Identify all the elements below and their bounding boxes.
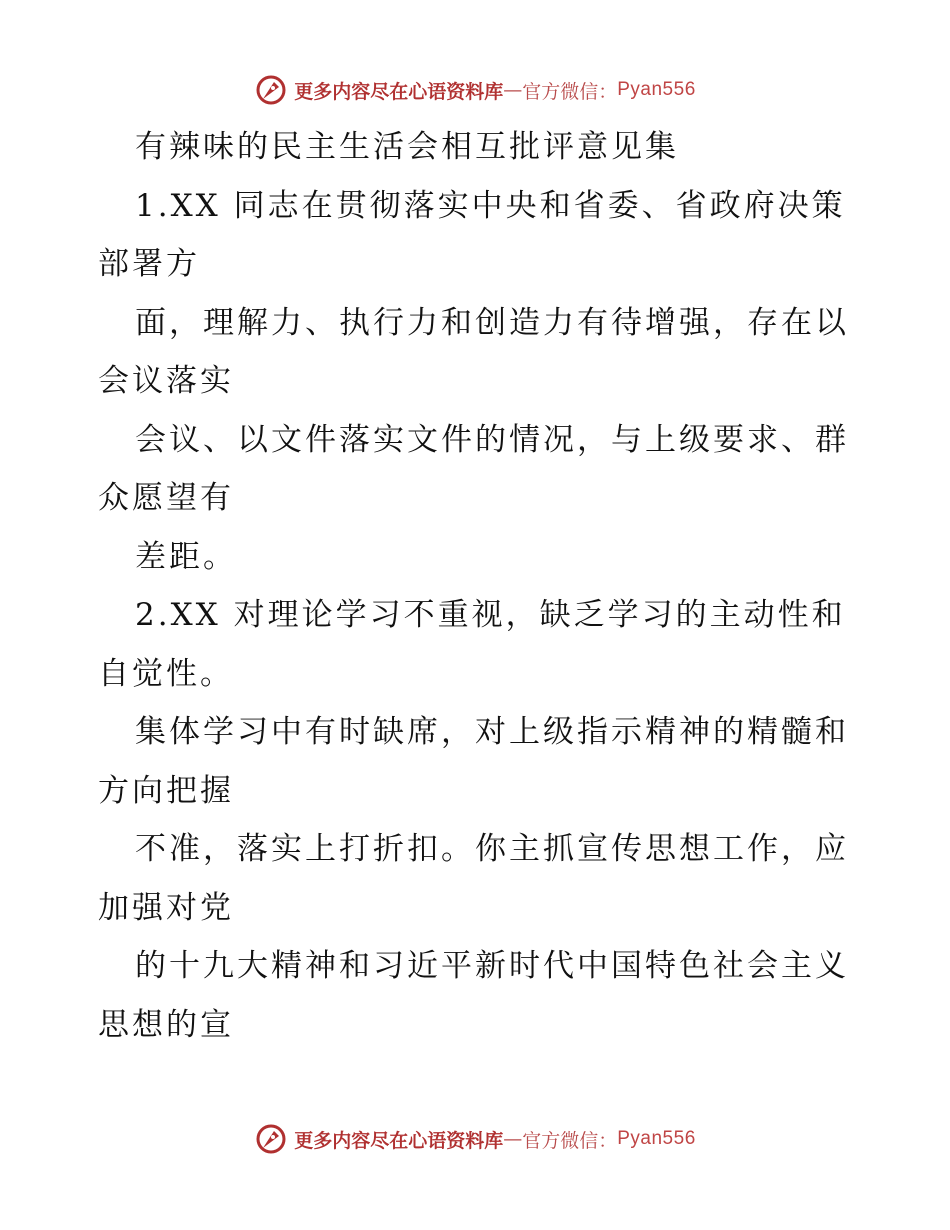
pen-nib-logo-icon [254, 73, 288, 107]
text-line: 1.XX 同志在贯彻落实中央和省委、省政府决策 [135, 187, 846, 224]
footer-banner-dash: — [503, 1128, 523, 1150]
footer-banner [0, 1119, 950, 1159]
header-banner-dash: — [503, 79, 523, 101]
text-line: 众愿望有 [98, 480, 234, 516]
header-banner [0, 70, 950, 110]
text-line: 2.XX 对理论学习不重视，缺乏学习的主动性和 [135, 597, 846, 633]
header-banner-wechat-label: 官方微信： [522, 80, 618, 103]
text-line: 的十九大精神和习近平新时代中国特色社会主义 [135, 948, 849, 984]
text-line: 集体学习中有时缺席，对上级指示精神的精髓和 [135, 714, 849, 750]
footer-banner-title: 更多内容尽在心语资料库 [294, 1129, 504, 1152]
footer-banner-text [294, 1126, 696, 1153]
text-line: 差距。 [135, 538, 237, 575]
text-line: 方向把握 [98, 772, 234, 809]
footer-banner-wechat-label: 官方微信： [522, 1129, 618, 1152]
text-line: 加强对党 [98, 889, 234, 926]
text-line: 会议落实 [98, 363, 234, 399]
document-title: 有辣味的民主生活会相互批评意见集 [135, 129, 679, 165]
header-banner-title: 更多内容尽在心语资料库 [294, 80, 504, 103]
text-line: 自觉性。 [98, 655, 234, 692]
text-line: 思想的宣 [98, 1006, 234, 1043]
header-banner-text [294, 77, 696, 104]
text-line: 部署方 [98, 246, 200, 282]
document-body [98, 118, 858, 1054]
footer-banner-wechat-id: Pyan556 [617, 1128, 696, 1149]
pen-nib-logo-icon [254, 1122, 288, 1156]
text-line: 不准，落实上打折扣。你主抓宣传思想工作，应 [135, 831, 849, 867]
header-banner-wechat-id: Pyan556 [617, 79, 696, 100]
text-line: 面，理解力、执行力和创造力有待增强，存在以 [135, 304, 849, 341]
text-line: 会议、以文件落实文件的情况，与上级要求、群 [135, 421, 849, 458]
